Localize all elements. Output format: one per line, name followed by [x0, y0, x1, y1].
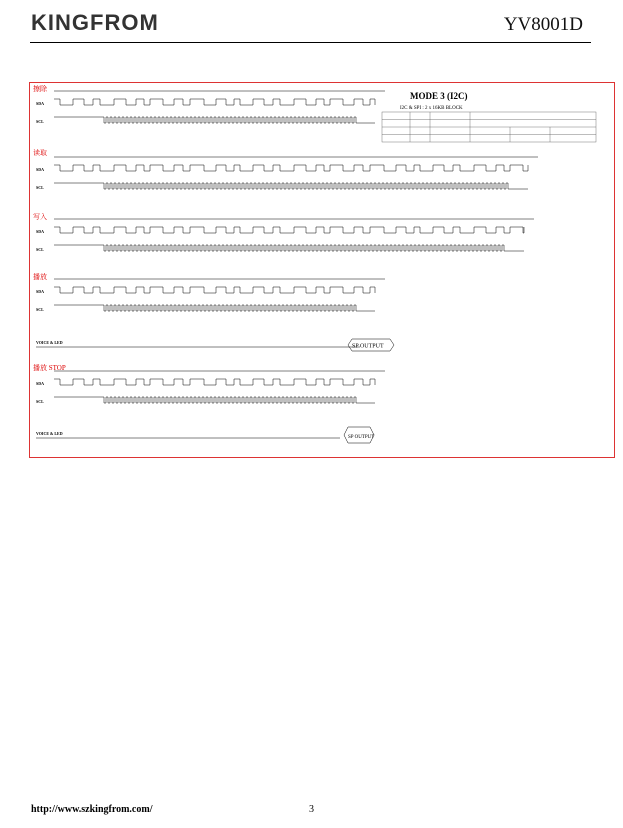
signal-sda-write: SDA — [36, 229, 45, 234]
signal-voice-play: VOICE & LED — [36, 340, 63, 345]
scl-wave — [54, 183, 528, 189]
sda-wave — [54, 379, 375, 385]
section-label-play-stop: 播放 STOP — [33, 364, 66, 372]
signal-scl-stop: SCL — [36, 399, 44, 404]
svg-text:SP OUTPUT: SP OUTPUT — [352, 343, 384, 350]
page-number: 3 — [309, 804, 314, 815]
scl-wave — [54, 397, 375, 403]
signal-sda-play: SDA — [36, 289, 45, 294]
scl-wave — [54, 117, 375, 123]
waveforms — [36, 91, 538, 438]
signal-scl-read: SCL — [36, 185, 44, 190]
mode-subtitle: I2C & SPI : 2 x 16KB BLOCK — [400, 106, 463, 111]
sp-output-box-1 — [348, 339, 394, 351]
signal-voice-stop: VOICE & LED — [36, 431, 63, 436]
scl-wave — [54, 245, 524, 251]
signal-scl-erase: SCL — [36, 119, 44, 124]
scl-wave — [54, 305, 375, 311]
mode-table — [382, 112, 596, 142]
header-rule — [30, 42, 591, 43]
signal-sda-stop: SDA — [36, 381, 45, 386]
signal-scl-play: SCL — [36, 307, 44, 312]
section-label-write: 写入 — [33, 213, 47, 221]
mode-title: MODE 3 (I2C) — [410, 91, 468, 101]
sp-output-box-2 — [344, 427, 374, 443]
signal-scl-write: SCL — [36, 247, 44, 252]
sda-wave — [54, 287, 375, 293]
footer-url[interactable]: http://www.szkingfrom.com/ — [31, 804, 153, 815]
timing-diagram — [30, 83, 614, 457]
section-label-play: 播放 — [33, 273, 47, 281]
section-label-erase: 擦除 — [33, 85, 47, 93]
timing-diagram-frame — [29, 82, 615, 458]
model-number: YV8001D — [503, 14, 583, 35]
svg-text:SP OUTPUT: SP OUTPUT — [348, 435, 375, 440]
section-label-read: 读取 — [33, 149, 47, 157]
sda-wave — [54, 165, 528, 171]
signal-sda-erase: SDA — [36, 101, 45, 106]
sda-wave — [54, 227, 524, 233]
company-logo: KINGFROM — [31, 10, 159, 35]
signal-sda-read: SDA — [36, 167, 45, 172]
sda-wave — [54, 99, 375, 105]
